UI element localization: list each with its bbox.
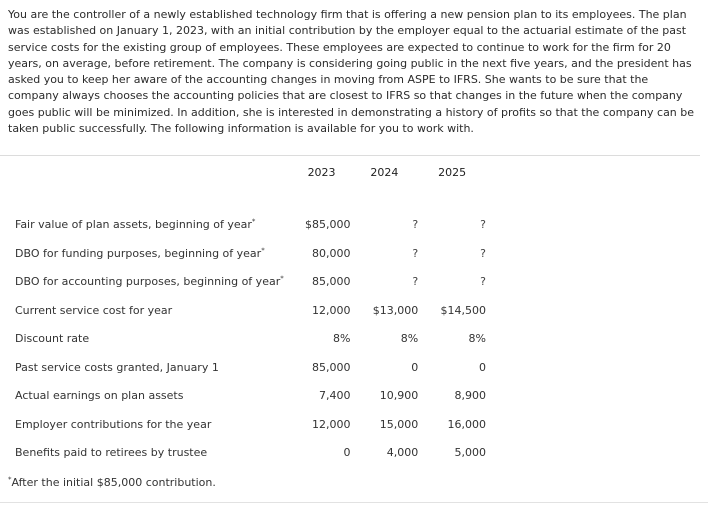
header-year-2023: 2023	[307, 165, 336, 179]
table-footnote: *After the initial $85,000 contribution.	[8, 475, 216, 489]
table-row	[0, 410, 486, 439]
table-row	[0, 239, 486, 268]
row-label: DBO for funding purposes, beginning of year*	[15, 246, 265, 260]
cell-2023: 12,000	[311, 303, 351, 317]
row-label: Fair value of plan assets, beginning of year*	[15, 217, 256, 232]
cell-2025: ?	[480, 275, 486, 289]
cell-2023: 85,000	[311, 360, 351, 374]
pension-data-table	[0, 162, 486, 467]
cell-2024: ?	[412, 275, 419, 289]
cell-2025: 16,000	[447, 417, 486, 431]
table-top-divider	[0, 155, 700, 156]
cell-2023: 80,000	[311, 246, 351, 260]
row-label: Past service costs granted, January 1	[15, 360, 219, 374]
cell-2025: 8%	[468, 332, 486, 346]
table-row	[0, 268, 486, 297]
cell-2023: 8%	[333, 332, 351, 346]
cell-2024: 15,000	[379, 417, 419, 431]
cell-2025: ?	[480, 218, 486, 232]
table-row	[0, 325, 486, 354]
cell-2025: ?	[480, 246, 486, 260]
table-row	[0, 439, 486, 468]
cell-2025: 8,900	[454, 389, 486, 403]
cell-2025: $14,500	[440, 303, 486, 317]
cell-2025: 0	[479, 360, 486, 374]
table-header-row	[0, 162, 486, 182]
row-label: Benefits paid to retirees by trustee	[15, 446, 208, 460]
row-label: Actual earnings on plan assets	[15, 389, 184, 403]
problem-intro-text: You are the controller of a newly established technology firm that is offering a new pension plan to its employees. The plan was established on January 1, 2023, with an initial contribution by the employer equal to the actuarial estimate of the past service costs for the existing group of employees. These employees are expected to continue to work for the firm for 20 years, on average, before retirement. The company is considering going public in the next five years, and the president has asked you to keep her aware of the accounting changes in moving from ASPE to IFRS. She wants to be sure that the company always chooses the accounting policies that are closest to IFRS so that changes in the future when the company goes public will be minimized. In addition, she is interested in demonstrating a history of profits so that the company can be taken public successfully. The following information is available for you to work with.	[8, 8, 695, 136]
cell-2024: ?	[412, 218, 419, 232]
cell-2023: 12,000	[311, 417, 351, 431]
cell-2023: 85,000	[311, 275, 351, 289]
cell-2023: 7,400	[318, 389, 351, 403]
table-row	[0, 211, 486, 240]
bottom-divider	[0, 502, 708, 503]
cell-2024: $13,000	[372, 303, 419, 317]
cell-2024: 8%	[400, 332, 419, 346]
table-row	[0, 296, 486, 325]
table-row	[0, 353, 486, 382]
cell-2025: 5,000	[454, 446, 486, 460]
cell-2024: 0	[411, 360, 419, 374]
row-label: Employer contributions for the year	[15, 417, 212, 431]
row-label: DBO for accounting purposes, beginning of year*	[15, 274, 284, 289]
cell-2023: 0	[343, 446, 351, 460]
header-year-2025: 2025	[438, 165, 467, 179]
table-row	[0, 382, 486, 411]
row-label: Current service cost for year	[15, 303, 173, 317]
header-year-2024: 2024	[370, 165, 399, 179]
row-label: Discount rate	[15, 332, 90, 346]
cell-2024: 10,900	[379, 389, 419, 403]
cell-2024: ?	[412, 246, 419, 260]
cell-2024: 4,000	[386, 446, 419, 460]
cell-2023: $85,000	[304, 218, 351, 232]
header-label-blank	[0, 162, 293, 182]
